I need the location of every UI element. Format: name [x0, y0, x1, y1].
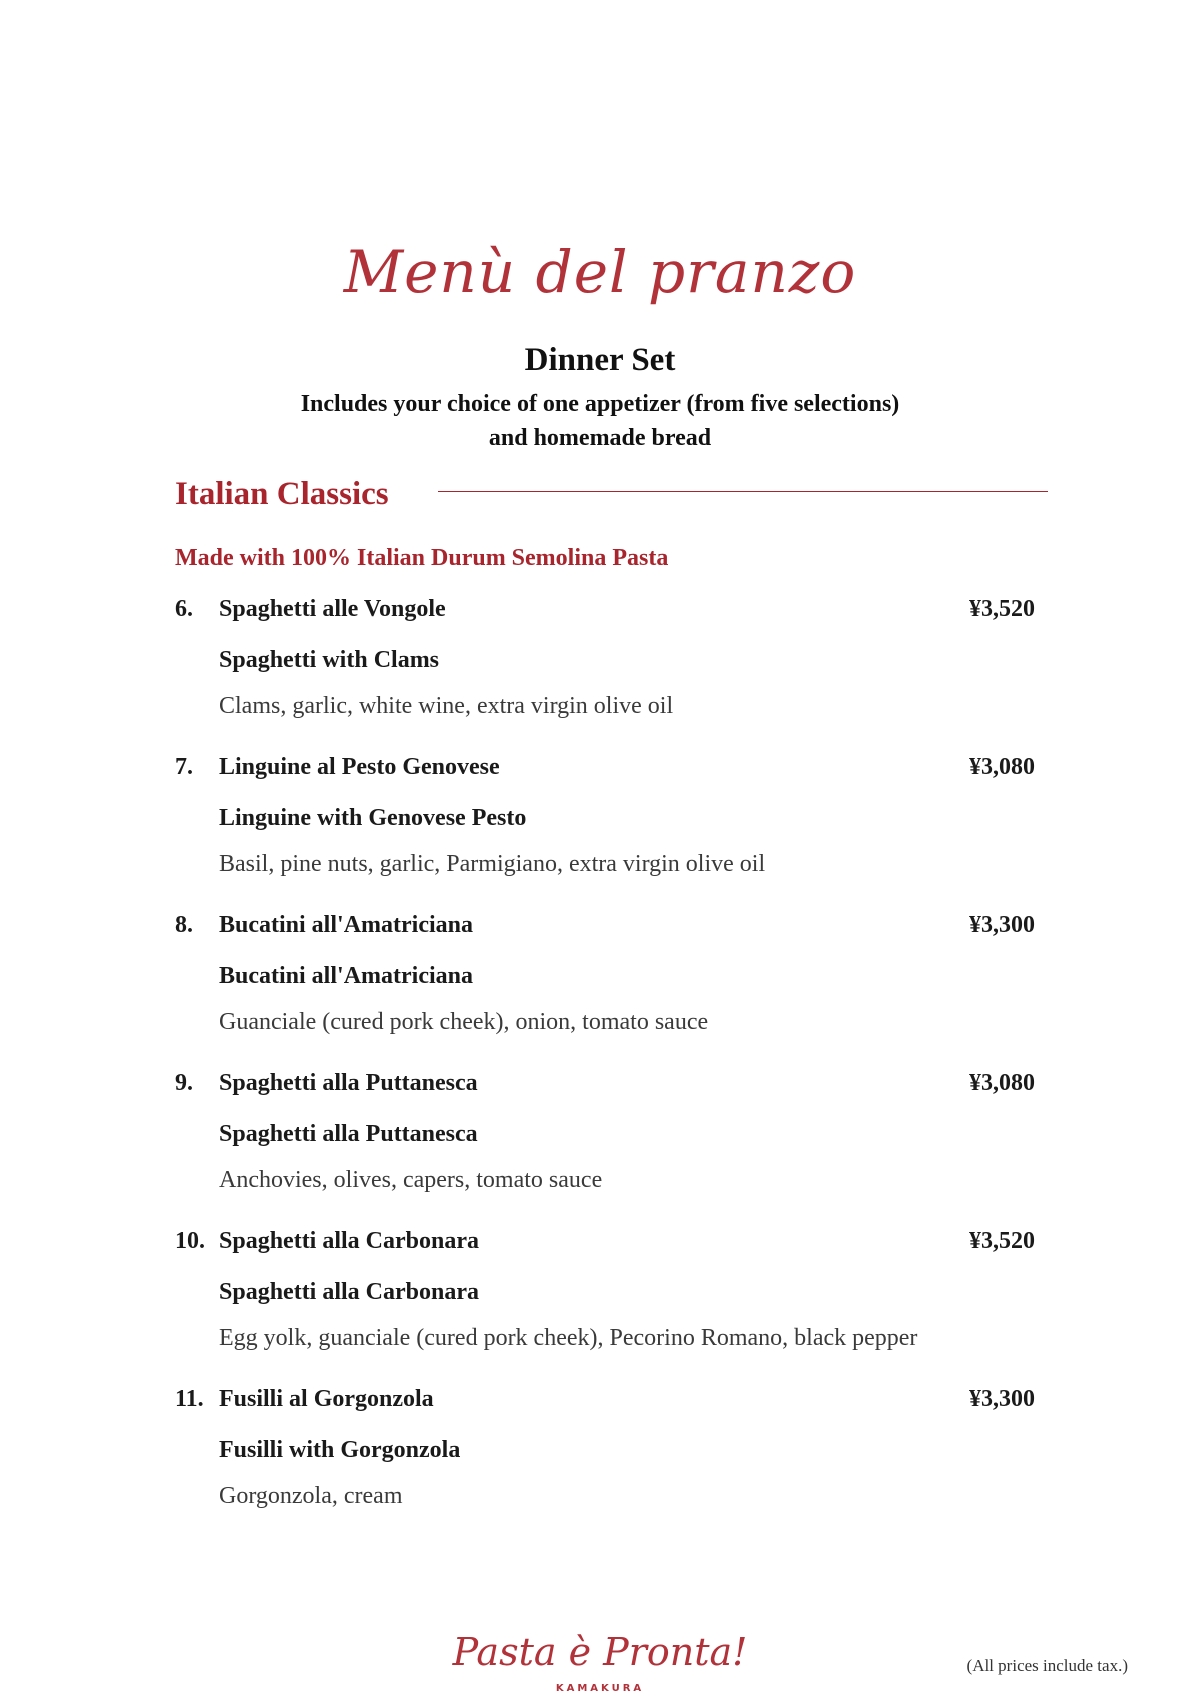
- item-description: Gorgonzola, cream: [219, 1483, 403, 1509]
- item-name: Spaghetti alle Vongole: [219, 596, 446, 622]
- item-price: ¥3,520: [969, 596, 1035, 622]
- item-english-name: Fusilli with Gorgonzola: [219, 1437, 461, 1463]
- menu-item: [175, 754, 1035, 904]
- logo-text: Pasta è Pronta!: [452, 1630, 748, 1674]
- menu-item: [175, 596, 1035, 746]
- item-number: 9.: [175, 1070, 193, 1096]
- menu-item: [175, 1228, 1035, 1378]
- set-title: Dinner Set: [524, 342, 676, 378]
- menu-item: [175, 1386, 1035, 1536]
- item-description: Guanciale (cured pork cheek), onion, tomato sauce: [219, 1009, 709, 1035]
- item-english-name: Spaghetti alla Puttanesca: [219, 1121, 478, 1147]
- item-price: ¥3,080: [969, 754, 1035, 780]
- item-description: Egg yolk, guanciale (cured pork cheek), Pecorino Romano, black pepper: [219, 1325, 918, 1351]
- item-english-name: Bucatini all'Amatriciana: [219, 963, 473, 989]
- item-english-name: Spaghetti with Clams: [219, 647, 440, 673]
- menu-item: [175, 912, 1035, 1062]
- item-number: 11.: [175, 1386, 204, 1412]
- section-subheading: Made with 100% Italian Durum Semolina Pasta: [175, 545, 669, 571]
- item-number: 7.: [175, 754, 193, 780]
- item-price: ¥3,080: [969, 1070, 1035, 1096]
- section-divider: [438, 491, 1048, 492]
- tax-note: (All prices include tax.): [966, 1656, 1128, 1675]
- set-description-line: and homemade bread: [488, 425, 712, 451]
- item-price: ¥3,520: [969, 1228, 1035, 1254]
- item-description: Clams, garlic, white wine, extra virgin olive oil: [219, 693, 674, 719]
- item-number: 10.: [175, 1228, 205, 1254]
- item-english-name: Spaghetti alla Carbonara: [219, 1279, 480, 1305]
- script-title: Menù del pranzo: [343, 238, 857, 306]
- set-description-line: Includes your choice of one appetizer (from five selections): [300, 391, 900, 417]
- item-price: ¥3,300: [969, 1386, 1035, 1412]
- menu-item: [175, 1070, 1035, 1220]
- item-name: Spaghetti alla Carbonara: [219, 1228, 480, 1254]
- item-price: ¥3,300: [969, 912, 1035, 938]
- item-number: 6.: [175, 596, 193, 622]
- item-english-name: Linguine with Genovese Pesto: [219, 805, 527, 831]
- item-name: Spaghetti alla Puttanesca: [219, 1070, 478, 1096]
- item-description: Anchovies, olives, capers, tomato sauce: [219, 1167, 603, 1193]
- item-name: Fusilli al Gorgonzola: [219, 1386, 434, 1412]
- section-heading: Italian Classics: [175, 476, 389, 512]
- item-description: Basil, pine nuts, garlic, Parmigiano, extra virgin olive oil: [219, 851, 766, 877]
- set-description: [0, 387, 1200, 455]
- item-name: Linguine al Pesto Genovese: [219, 754, 500, 780]
- logo-subtext: KAMAKURA: [555, 1683, 645, 1694]
- item-number: 8.: [175, 912, 193, 938]
- item-name: Bucatini all'Amatriciana: [219, 912, 473, 938]
